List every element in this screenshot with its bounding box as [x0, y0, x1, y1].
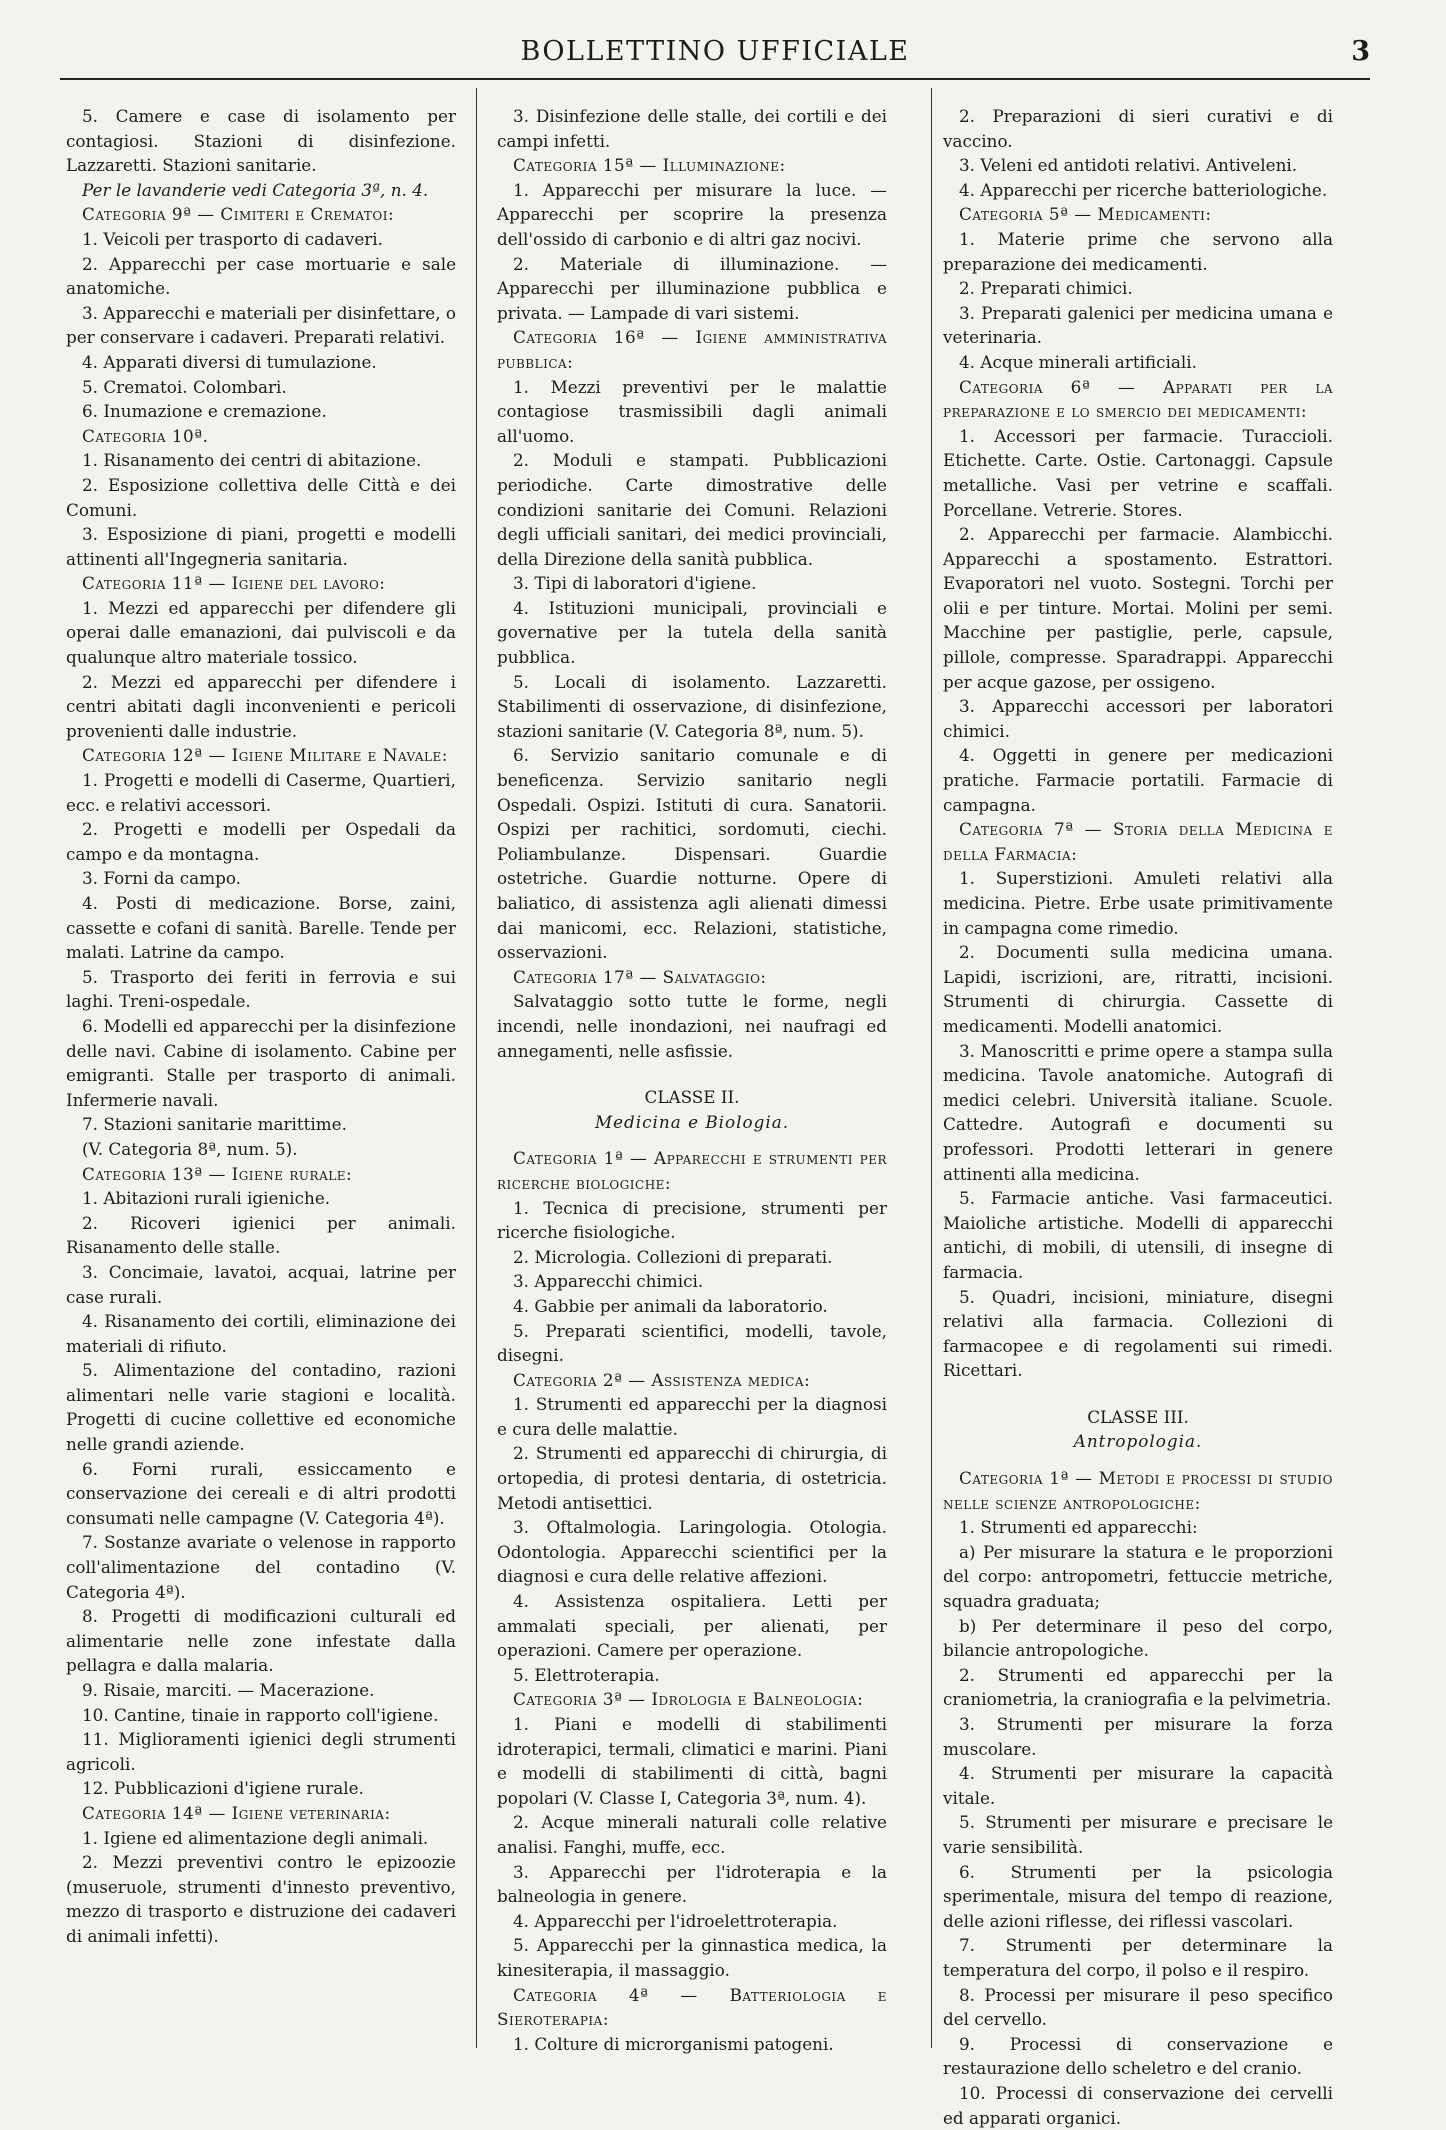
list-item: 1. Materie prime che servono alla preparazione dei medicamenti.	[943, 228, 1333, 274]
category-heading: Categoria 3ª — Idrologia e Balneologia:	[513, 1689, 864, 1710]
list-item: 5. Preparati scientifici, modelli, tavole, disegni.	[497, 1320, 887, 1366]
list-item: 4. Apparati diversi di tumulazione.	[82, 351, 377, 372]
list-item: 1. Risanamento dei centri di abitazione.	[82, 450, 422, 471]
header-rule	[60, 78, 1370, 80]
list-item: 5. Farmacie antiche. Vasi farmaceutici. Maioliche artistiche. Modelli di apparecchi antichi, di mobili, di utensili, di insegne di farmacia.	[943, 1188, 1333, 1282]
list-item: 1. Tecnica di precisione, strumenti per ricerche fisiologiche.	[497, 1197, 887, 1243]
list-item: 2. Esposizione collettiva delle Città e dei Comuni.	[66, 474, 456, 520]
list-item: 3. Concimaie, lavatoi, acquai, latrine per case rurali.	[66, 1261, 456, 1307]
list-item: 5. Strumenti per misurare e precisare le varie sensibilità.	[943, 1812, 1333, 1857]
list-item: 6. Inumazione e cremazione.	[82, 401, 327, 422]
list-item: 3. Apparecchi e materiali per disinfettare, o per conservare i cadaveri. Preparati relativi.	[66, 302, 456, 348]
list-item: 8. Progetti di modificazioni culturali ed alimentarie nelle zone infestate dalla pellagra e dalla malaria.	[66, 1606, 456, 1676]
list-item: 1. Piani e modelli di stabilimenti idroterapici, termali, climatici e marini. Piani e modelli di stabilimenti di città, bagni popolari (V. Classe I, Categoria 3ª, num. 4).	[497, 1714, 887, 1808]
list-item: 6. Servizio sanitario comunale e di beneficenza. Servizio sanitario negli Ospedali. Ospizi. Istituti di cura. Sanatorii. Ospizi per rachitici, sordomuti, ciechi. Poliambulanze. Dispensari. Guardie ostetriche. Guardie notturne. Opere di baliatico, di assistenza agli alienati dimessi dai manicomi, ecc. Relazioni, statistiche, osservazioni.	[497, 745, 887, 963]
list-item: 1. Colture di microrganismi patogeni.	[513, 2033, 834, 2054]
list-item: 4. Risanamento dei cortili, eliminazione dei materiali di rifiuto.	[66, 1311, 456, 1356]
list-item: 6. Strumenti per la psicologia sperimentale, misura del tempo di reazione, delle azioni riflesse, dei riflessi vascolari.	[943, 1861, 1333, 1931]
note: Per le lavanderie vedi Categoria 3ª, n. 4.	[82, 179, 429, 200]
list-item: 9. Risaie, marciti. — Macerazione.	[82, 1680, 375, 1700]
list-item: 2. Mezzi preventivi contro le epizoozie (museruole, strumenti d'innesto preventivo, mezzo di trasporto e distruzione dei cadaveri di animali infetti).	[66, 1852, 456, 1946]
list-item: 3. Tipi di laboratori d'igiene.	[513, 573, 757, 594]
journal-title: BOLLETTINO UFFICIALE	[520, 36, 910, 67]
list-item: 9. Processi di conservazione e restaurazione dello scheletro e del cranio.	[943, 2033, 1333, 2079]
list-item: 2. Moduli e stampati. Pubblicazioni periodiche. Carte dimostrative delle condizioni sanitarie dei Comuni. Relazioni degli ufficiali sanitari, dei medici provinciali, della Direzione della sanità pubblica.	[497, 450, 887, 569]
category-heading: Categoria 6ª — Apparati per la preparazione e lo smercio dei medicamenti:	[943, 376, 1333, 422]
list-item: Salvataggio sotto tutte le forme, negli incendi, nelle inondazioni, nei naufragi ed annegamenti, nelle asfissie.	[497, 991, 887, 1061]
list-item: 2. Documenti sulla medicina umana. Lapidi, iscrizioni, are, ritratti, incisioni. Strumenti di chirurgia. Cassette di medicamenti. Modelli anatomici.	[943, 942, 1333, 1036]
category-heading: Categoria 4ª — Batteriologia e Sieroterapia:	[497, 1984, 887, 2030]
category-heading: Categoria 1ª — Metodi e processi di studio nelle scienze antropologiche:	[943, 1468, 1333, 1513]
list-item: 3. Preparati galenici per medicina umana e veterinaria.	[943, 302, 1333, 348]
list-item: 2. Strumenti ed apparecchi di chirurgia, di ortopedia, di protesi dentaria, di ostetricia. Metodi antisettici.	[497, 1443, 887, 1513]
list-item: 6. Forni rurali, essiccamento e conservazione dei cereali e di altri prodotti consumati nelle campagne (V. Categoria 4ª).	[66, 1458, 456, 1528]
category-heading: Categoria 15ª — Illuminazione:	[513, 155, 786, 176]
class-subtitle: Medicina e Biologia.	[594, 1111, 790, 1132]
list-item: 3. Apparecchi accessori per laboratori chimici.	[943, 696, 1333, 741]
list-item: 4. Apparecchi per ricerche batteriologiche.	[959, 179, 1328, 200]
list-item: 5. Camere e case di isolamento per contagiosi. Stazioni di disinfezione. Lazzaretti. Stazioni sanitarie.	[66, 106, 456, 176]
list-item: 4. Posti di medicazione. Borse, zaini, cassette e cofani di sanità. Barelle. Tende per malati. Latrine da campo.	[66, 893, 456, 963]
column-3	[943, 104, 1333, 2130]
list-item: 5. Quadri, incisioni, miniature, disegni relativi alla farmacia. Collezioni di farmacopee e di regolamenti sui rimedi. Ricettari.	[943, 1286, 1333, 1381]
list-item: 3. Esposizione di piani, progetti e modelli attinenti all'Ingegneria sanitaria.	[66, 524, 456, 569]
list-item: 3. Apparecchi chimici.	[513, 1271, 704, 1292]
category-heading: Categoria 12ª — Igiene Militare e Navale:	[82, 745, 448, 766]
category-heading: Categoria 13ª — Igiene rurale:	[82, 1163, 353, 1184]
list-item: 2. Acque minerali naturali colle relative analisi. Fanghi, muffe, ecc.	[497, 1812, 887, 1857]
class-heading: CLASSE III.	[1087, 1406, 1189, 1427]
list-item: 4. Acque minerali artificiali.	[959, 351, 1197, 372]
category-heading: Categoria 9ª — Cimiteri e Crematoi:	[82, 204, 395, 225]
category-heading: Categoria 10ª.	[82, 425, 209, 446]
list-item: 2. Apparecchi per case mortuarie e sale anatomiche.	[66, 253, 456, 299]
list-item: 2. Preparati chimici.	[959, 278, 1133, 299]
column-2	[497, 104, 887, 2056]
column-divider-2	[931, 88, 932, 2048]
list-item: 1. Igiene ed alimentazione degli animali.	[82, 1827, 429, 1848]
list-item: 2. Strumenti ed apparecchi per la craniometria, la craniografia e la pelvimetria.	[943, 1664, 1333, 1710]
list-item: 5. Crematoi. Colombari.	[82, 376, 287, 397]
list-item: 11. Miglioramenti igienici degli strumenti agricoli.	[66, 1729, 456, 1774]
list-item: 1. Accessori per farmacie. Turaccioli. Etichette. Carte. Ostie. Cartonaggi. Capsule metalliche. Vasi per vetrine e scaffali. Porcellane. Vetrerie. Stores.	[943, 425, 1333, 520]
list-subitem: b) Per determinare il peso del corpo, bilancie antropologiche.	[943, 1615, 1333, 1661]
list-item: 3. Strumenti per misurare la forza muscolare.	[943, 1714, 1333, 1759]
list-item: 4. Gabbie per animali da laboratorio.	[513, 1295, 828, 1316]
list-item: 3. Apparecchi per l'idroterapia e la balneologia in genere.	[497, 1861, 887, 1907]
list-item: 4. Strumenti per misurare la capacità vitale.	[943, 1763, 1333, 1808]
cross-reference: (V. Categoria 8ª, num. 5).	[82, 1138, 298, 1159]
list-item: 5. Trasporto dei feriti in ferrovia e sui laghi. Treni-ospedale.	[66, 966, 456, 1012]
list-item: 1. Mezzi ed apparecchi per difendere gli operai dalle emanazioni, dai pulviscoli e da qualunque altro materiale tossico.	[66, 597, 456, 668]
list-subitem: a) Per misurare la statura e le proporzioni del corpo: antropometri, fettuccie metriche, squadra graduata;	[943, 1541, 1333, 1612]
category-heading: Categoria 14ª — Igiene veterinaria:	[82, 1802, 391, 1823]
list-item: 7. Stazioni sanitarie marittime.	[82, 1114, 347, 1135]
list-item: 2. Micrologia. Collezioni di preparati.	[513, 1246, 833, 1267]
page-number: 3	[1351, 36, 1370, 67]
list-item: 4. Apparecchi per l'idroelettroterapia.	[513, 1910, 838, 1931]
list-item: 5. Locali di isolamento. Lazzaretti. Stabilimenti di osservazione, di disinfezione, stazioni sanitarie (V. Categoria 8ª, num. 5).	[497, 671, 887, 741]
list-item: 4. Istituzioni municipali, provinciali e governative per la tutela della sanità pubblica.	[497, 597, 887, 668]
page-header	[60, 36, 1370, 76]
list-item: 7. Strumenti per determinare la temperatura del corpo, il polso e il respiro.	[943, 1935, 1333, 1980]
list-item: 1. Strumenti ed apparecchi per la diagnosi e cura delle malattie.	[497, 1394, 887, 1439]
category-heading: Categoria 1ª — Apparecchi e strumenti per ricerche biologiche:	[497, 1148, 887, 1193]
list-item: 2. Mezzi ed apparecchi per difendere i centri abitati dagli inconvenienti e pericoli provenienti dalle industrie.	[66, 671, 456, 741]
list-item: 3. Veleni ed antidoti relativi. Antiveleni.	[959, 155, 1298, 176]
list-item: 5. Apparecchi per la ginnastica medica, la kinesiterapia, il massaggio.	[497, 1935, 887, 1980]
category-heading: Categoria 2ª — Assistenza medica:	[513, 1369, 811, 1390]
list-item: 5. Alimentazione del contadino, razioni alimentari nelle varie stagioni e località. Progetti di cucine collettive ed economiche nelle grandi aziende.	[66, 1360, 456, 1455]
list-item: 2. Ricoveri igienici per animali. Risanamento delle stalle.	[66, 1212, 456, 1258]
list-item: 1. Superstizioni. Amuleti relativi alla medicina. Pietre. Erbe usate primitivamente in campagna come rimedio.	[943, 868, 1333, 938]
list-item: 3. Forni da campo.	[82, 868, 241, 889]
column-1	[66, 104, 456, 1949]
list-item: 4. Oggetti in genere per medicazioni pratiche. Farmacie portatili. Farmacie di campagna.	[943, 745, 1333, 815]
list-item: 2. Apparecchi per farmacie. Alambicchi. Apparecchi a spostamento. Estrattori. Evaporatori nel vuoto. Sostegni. Torchi per olii e per tinture. Mortai. Molini per semi. Macchine per pastiglie, perle, capsule, pillole, compresse. Sparadrappi. Apparecchi per acque gazose, per ossigeno.	[943, 524, 1333, 692]
column-divider-1	[476, 88, 477, 2048]
class-heading: CLASSE II.	[644, 1087, 740, 1108]
category-heading: Categoria 5ª — Medicamenti:	[959, 204, 1212, 225]
list-item: 3. Oftalmologia. Laringologia. Otologia. Odontologia. Apparecchi scientifici per la diagnosi e cura delle relative affezioni.	[497, 1517, 887, 1587]
list-item: 8. Processi per misurare il peso specifico del cervello.	[943, 1984, 1333, 2030]
list-item: 1. Mezzi preventivi per le malattie contagiose trasmissibili dagli animali all'uomo.	[497, 376, 887, 446]
class-subtitle: Antropologia.	[1073, 1431, 1203, 1452]
list-item: 3. Disinfezione delle stalle, dei cortili e dei campi infetti.	[497, 106, 887, 151]
category-heading: Categoria 11ª — Igiene del lavoro:	[82, 573, 386, 594]
list-item: 12. Pubblicazioni d'igiene rurale.	[82, 1778, 364, 1799]
list-item: 1. Progetti e modelli di Caserme, Quartieri, ecc. e relativi accessori.	[66, 770, 456, 815]
list-item: 7. Sostanze avariate o velenose in rapporto coll'alimentazione del contadino (V. Categoria 4ª).	[66, 1532, 456, 1602]
list-item: 2. Materiale di illuminazione. — Apparecchi per illuminazione pubblica e privata. — Lampade di vari sistemi.	[497, 253, 887, 323]
category-heading: Categoria 17ª — Salvataggio:	[513, 966, 767, 987]
list-item: 2. Preparazioni di sieri curativi e di vaccino.	[943, 106, 1333, 151]
list-item: 3. Manoscritti e prime opere a stampa sulla medicina. Tavole anatomiche. Autografi di medici celebri. Università italiane. Scuole. Cattedre. Autografi e documenti su professori. Prodotti letterari in genere attinenti alla medicina.	[943, 1040, 1333, 1184]
list-item: 10. Processi di conservazione dei cervelli ed apparati organici.	[943, 2082, 1333, 2128]
list-item: 5. Elettroterapia.	[513, 1664, 660, 1685]
category-heading: Categoria 7ª — Storia della Medicina e della Farmacia:	[943, 819, 1333, 864]
list-item: 1. Veicoli per trasporto di cadaveri.	[82, 228, 383, 249]
list-item: 6. Modelli ed apparecchi per la disinfezione delle navi. Cabine di isolamento. Cabine per emigranti. Stalle per trasporto di animali. Infermerie navali.	[66, 1015, 456, 1110]
category-heading: Categoria 16ª — Igiene amministrativa pubblica:	[497, 327, 887, 372]
list-item: 1. Abitazioni rurali igieniche.	[82, 1188, 331, 1209]
list-item: 1. Apparecchi per misurare la luce. — Apparecchi per scoprire la presenza dell'ossido di carbonio e di altri gaz nocivi.	[497, 179, 887, 249]
list-item: 2. Progetti e modelli per Ospedali da campo e da montagna.	[66, 819, 456, 864]
list-item: 10. Cantine, tinaie in rapporto coll'igiene.	[82, 1704, 439, 1725]
list-item: 4. Assistenza ospitaliera. Letti per ammalati speciali, per alienati, per operazioni. Camere per operazione.	[497, 1591, 887, 1661]
list-item: 1. Strumenti ed apparecchi:	[959, 1517, 1198, 1538]
